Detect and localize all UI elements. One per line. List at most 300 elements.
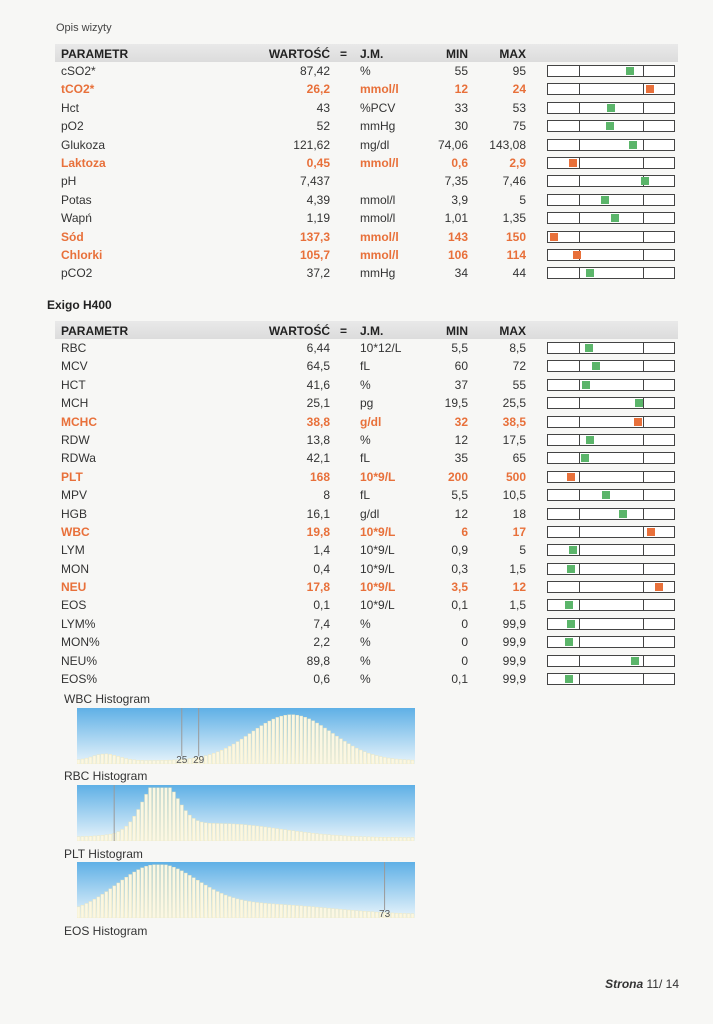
param-min: 0,1	[451, 598, 468, 613]
table-row	[55, 670, 678, 688]
range-indicator	[547, 342, 675, 354]
range-indicator	[547, 267, 675, 279]
histogram-bar	[296, 715, 299, 764]
histogram-bar	[252, 826, 255, 841]
histogram-bar	[260, 726, 263, 764]
range-indicator	[547, 581, 675, 593]
histogram-marker-label: 29	[193, 755, 205, 764]
histogram-bar	[320, 725, 323, 764]
histogram-bar	[324, 728, 327, 764]
histogram-bar	[168, 866, 171, 918]
param-name: HCT	[61, 377, 86, 392]
table-row	[55, 172, 678, 190]
histogram-bar	[208, 887, 211, 918]
histogram-bar	[101, 754, 104, 764]
histogram-bar	[240, 824, 243, 841]
histogram-marker-label: 73	[379, 909, 391, 918]
header-min: MIN	[446, 47, 468, 61]
histogram-bar	[228, 824, 231, 841]
histogram-bar	[355, 911, 358, 918]
histogram-bar	[339, 739, 342, 764]
histogram-bar	[375, 756, 378, 764]
table-row	[55, 136, 678, 154]
in-range-marker	[606, 122, 614, 130]
histogram-bar	[248, 901, 251, 918]
histogram-plot	[77, 785, 415, 841]
histogram-bar	[77, 907, 80, 918]
range-indicator	[547, 655, 675, 667]
histogram-bar	[192, 878, 195, 918]
table-row	[55, 357, 678, 375]
range-indicator	[547, 397, 675, 409]
histogram-bar	[212, 823, 215, 841]
table-row	[55, 394, 678, 412]
histogram-bar	[133, 872, 136, 918]
histogram-bar	[312, 833, 315, 841]
param-unit: fL	[360, 359, 371, 374]
out-of-range-marker	[647, 528, 655, 536]
histogram-marker-label: 25	[176, 755, 188, 764]
histogram-bar	[248, 734, 251, 764]
histogram-bar	[113, 886, 116, 918]
histogram-bar	[276, 829, 279, 841]
param-name: MON%	[61, 635, 100, 650]
table-row	[55, 596, 678, 614]
histogram-bar	[240, 739, 243, 764]
histogram-bar	[145, 794, 148, 841]
param-value: 105,7	[299, 247, 330, 262]
histogram-bar	[331, 835, 334, 841]
histogram-bar	[101, 835, 104, 841]
histogram-bar	[236, 742, 239, 764]
histogram-bar	[81, 759, 84, 764]
histogram-bar	[312, 907, 315, 918]
histogram-bar	[320, 908, 323, 918]
param-name: pCO2	[61, 266, 93, 281]
histogram-bar	[407, 914, 410, 918]
hematology-rows	[55, 339, 678, 688]
histogram-bar	[304, 832, 307, 841]
histogram-bar	[308, 833, 311, 841]
param-name: RDW	[61, 432, 90, 447]
param-min: 6	[461, 524, 468, 539]
histogram-bar	[89, 757, 92, 764]
histogram-bar	[145, 866, 148, 918]
histogram-bar	[236, 824, 239, 841]
histogram-bar	[347, 836, 350, 841]
param-min: 7,35	[444, 174, 468, 189]
param-max: 24	[512, 82, 526, 97]
param-min: 12	[454, 432, 468, 447]
histogram-bar	[256, 728, 259, 764]
param-min: 12	[454, 82, 468, 97]
histogram-bar	[324, 834, 327, 841]
histogram-bar	[224, 824, 227, 841]
param-max: 65	[512, 451, 526, 466]
eos-histogram-label: EOS Histogram	[64, 924, 148, 938]
param-name: HGB	[61, 506, 88, 521]
param-max: 114	[506, 247, 526, 262]
histogram-bar	[172, 792, 175, 841]
histogram-bar	[411, 838, 414, 841]
histogram-bar	[343, 741, 346, 764]
histogram-bar	[208, 823, 211, 841]
param-min: 0,6	[451, 155, 468, 170]
param-unit: 10*9/L	[360, 580, 396, 595]
histogram-bar	[93, 836, 96, 841]
histogram-bar	[216, 752, 219, 764]
param-max: 150	[505, 229, 526, 244]
table-row	[55, 486, 678, 504]
param-min: 3,9	[451, 192, 468, 207]
in-range-marker	[611, 214, 619, 222]
histogram-bar	[105, 835, 108, 841]
param-name: MPV	[61, 488, 88, 503]
range-indicator	[547, 416, 675, 428]
histogram-bar	[204, 756, 207, 764]
histogram-bar	[121, 829, 124, 841]
histogram-bar	[81, 837, 84, 841]
histogram-bar	[85, 903, 88, 918]
table-row	[55, 633, 678, 651]
param-max: 99,9	[502, 672, 526, 687]
histogram-bar	[109, 889, 112, 918]
histogram-bar	[300, 832, 303, 841]
param-unit: mmol/l	[360, 247, 399, 262]
header-param: PARAMETR	[61, 324, 129, 338]
histogram-bar	[292, 715, 295, 764]
histogram-bar	[117, 883, 120, 918]
range-indicator	[547, 65, 675, 77]
histogram-bar	[268, 721, 271, 764]
table-row	[55, 449, 678, 467]
table-row	[55, 376, 678, 394]
table-row	[55, 117, 678, 135]
histogram-bar	[328, 908, 331, 918]
param-name: pO2	[61, 119, 84, 134]
param-unit: mmol/l	[360, 82, 399, 97]
histogram-bar	[280, 716, 283, 764]
param-max: 38,5	[502, 414, 526, 429]
header-eq: =	[340, 324, 348, 338]
histogram-bar	[252, 731, 255, 764]
histogram-bar	[407, 760, 410, 764]
table-row	[55, 191, 678, 209]
histogram-bar	[335, 835, 338, 841]
param-max: 55	[512, 377, 526, 392]
in-range-marker	[602, 491, 610, 499]
footer-prefix: Strona	[605, 977, 644, 991]
param-max: 75	[512, 119, 526, 134]
histogram-bar	[129, 822, 132, 841]
param-value: 7,437	[299, 174, 330, 189]
histogram-bar	[288, 715, 291, 764]
histogram-bar	[192, 818, 195, 841]
histogram-bar	[351, 746, 354, 764]
histogram-bar	[224, 895, 227, 918]
param-unit: pg	[360, 396, 374, 411]
histogram-bar	[172, 867, 175, 918]
histogram-bar	[133, 760, 136, 764]
histogram-bar	[164, 760, 167, 764]
param-value: 137,3	[299, 229, 330, 244]
histogram-bar	[188, 815, 191, 841]
param-max: 2,9	[509, 155, 526, 170]
histogram-bar	[145, 760, 148, 764]
histogram-bar	[363, 752, 366, 764]
param-max: 10,5	[502, 488, 526, 503]
histogram-bar	[252, 902, 255, 918]
histogram-bar	[355, 748, 358, 764]
histogram-bar	[403, 913, 406, 918]
param-unit: mmol/l	[360, 192, 396, 207]
table-row	[55, 523, 678, 541]
table-row	[55, 209, 678, 227]
histogram-bar	[339, 836, 342, 841]
histogram-bar	[363, 837, 366, 841]
param-name: WBC	[61, 524, 90, 539]
param-name: Sód	[61, 229, 84, 244]
param-min: 3,5	[451, 580, 468, 595]
param-max: 17	[512, 524, 526, 539]
histogram-bar	[304, 906, 307, 918]
param-name: Glukoza	[61, 137, 106, 152]
histogram-bar	[216, 892, 219, 918]
in-range-marker	[585, 344, 593, 352]
range-indicator	[547, 434, 675, 446]
histogram-bar	[399, 837, 402, 841]
param-value: 52	[316, 119, 330, 134]
histogram-bar	[280, 829, 283, 841]
param-name: MCHC	[61, 414, 97, 429]
histogram-bar	[149, 865, 152, 918]
range-indicator	[547, 212, 675, 224]
histogram-bar	[153, 788, 156, 841]
histogram-bar	[264, 827, 267, 841]
param-name: LYM	[61, 543, 85, 558]
in-range-marker	[641, 177, 649, 185]
param-unit: 10*9/L	[360, 543, 395, 558]
histogram-bar	[379, 837, 382, 841]
histogram-bar	[141, 802, 144, 841]
histogram-bar	[395, 837, 398, 841]
section-title-exigo: Exigo H400	[47, 298, 112, 312]
table-row	[55, 413, 678, 431]
table-row	[55, 560, 678, 578]
out-of-range-marker	[573, 251, 581, 259]
histogram-bar	[220, 893, 223, 918]
histogram-bar	[375, 912, 378, 918]
param-value: 87,42	[299, 64, 330, 78]
histogram-bar	[220, 750, 223, 764]
param-value: 25,1	[306, 396, 330, 411]
header-min: MIN	[446, 324, 468, 338]
histogram-bar	[141, 868, 144, 918]
table-row	[55, 62, 678, 80]
param-min: 0	[461, 635, 468, 650]
histogram-bar	[224, 748, 227, 764]
table-row	[55, 615, 678, 633]
param-value: 7,4	[313, 616, 330, 631]
rbc-histogram	[77, 785, 415, 841]
header-param: PARAMETR	[61, 47, 129, 61]
histogram-bar	[411, 760, 414, 764]
histogram-bar	[328, 835, 331, 841]
param-max: 5	[519, 543, 526, 558]
param-name: PLT	[61, 469, 83, 484]
histogram-bar	[399, 759, 402, 764]
param-unit: mmHg	[360, 266, 396, 281]
histogram-bar	[276, 717, 279, 764]
param-name: NEU	[61, 580, 87, 595]
param-value: 1,19	[306, 211, 330, 226]
histogram-bar	[371, 754, 374, 764]
histogram-bar	[180, 805, 183, 841]
param-value: 1,4	[313, 543, 330, 558]
header-value: WARTOŚĆ	[268, 47, 330, 61]
histogram-bar	[292, 831, 295, 841]
param-name: EOS%	[61, 672, 98, 687]
histogram-bar	[180, 871, 183, 918]
histogram-bar	[188, 875, 191, 918]
range-indicator	[547, 599, 675, 611]
histogram-bar	[220, 824, 223, 841]
param-max: 1,5	[509, 561, 526, 576]
histogram-bar	[248, 825, 251, 841]
range-indicator	[547, 563, 675, 575]
param-name: Potas	[61, 192, 92, 207]
histogram-bar	[97, 755, 100, 764]
range-indicator	[547, 508, 675, 520]
page-caption: Opis wizyty	[56, 22, 112, 34]
param-unit: %	[360, 377, 371, 392]
range-indicator	[547, 157, 675, 169]
histogram-bar	[161, 865, 164, 918]
header-eq: =	[340, 47, 348, 61]
out-of-range-marker	[569, 159, 577, 167]
histogram-bar	[292, 905, 295, 918]
param-value: 0,1	[313, 598, 330, 613]
rbc-histogram-label: RBC Histogram	[64, 769, 148, 783]
in-range-marker	[565, 638, 573, 646]
param-min: 0	[461, 653, 468, 668]
histogram-bar	[296, 906, 299, 918]
histogram-bar	[157, 865, 160, 918]
histogram-bar	[212, 890, 215, 918]
param-value: 26,2	[306, 82, 330, 97]
plt-histogram	[77, 862, 415, 918]
histogram-bar	[164, 788, 167, 841]
histogram-bar	[85, 758, 88, 764]
histogram-bar	[312, 721, 315, 764]
histogram-bar	[264, 723, 267, 764]
histogram-bar	[105, 892, 108, 918]
hematology-table	[55, 321, 678, 688]
param-name: RDWa	[61, 451, 96, 466]
table-row	[55, 541, 678, 559]
param-max: 99,9	[502, 616, 526, 631]
param-max: 5	[519, 192, 526, 207]
histogram-bar	[149, 761, 152, 765]
param-max: 18	[512, 506, 526, 521]
param-name: NEU%	[61, 653, 98, 668]
histogram-bar	[395, 913, 398, 918]
param-max: 25,5	[502, 396, 526, 411]
histogram-bar	[141, 760, 144, 764]
param-value: 41,6	[306, 377, 330, 392]
param-min: 37	[454, 377, 468, 392]
histogram-bar	[383, 757, 386, 764]
param-name: cSO2*	[61, 64, 96, 78]
param-min: 19,5	[444, 396, 468, 411]
in-range-marker	[565, 601, 573, 609]
histogram-bar	[232, 824, 235, 841]
histogram-bar	[316, 907, 319, 918]
histogram-bar	[371, 837, 374, 841]
in-range-marker	[626, 67, 634, 75]
histogram-bar	[387, 837, 390, 841]
histogram-bar	[77, 837, 80, 841]
histogram-bar	[304, 717, 307, 764]
histogram-bar	[85, 836, 88, 841]
param-name: Hct	[61, 100, 79, 115]
in-range-marker	[635, 399, 643, 407]
histogram-bar	[411, 914, 414, 918]
range-indicator	[547, 120, 675, 132]
param-max: 99,9	[502, 653, 526, 668]
param-unit: mmol/l	[360, 229, 399, 244]
histogram-bar	[284, 715, 287, 764]
range-indicator	[547, 139, 675, 151]
param-value: 43	[316, 100, 330, 115]
histogram-bar	[355, 837, 358, 841]
in-range-marker	[619, 510, 627, 518]
blood-gas-table	[55, 44, 678, 283]
param-unit: %PCV	[360, 100, 396, 115]
histogram-bar	[176, 869, 179, 918]
param-max: 1,35	[502, 211, 526, 226]
histogram-bar	[403, 838, 406, 842]
histogram-bar	[129, 875, 132, 919]
histogram-bar	[149, 788, 152, 841]
histogram-bar	[300, 716, 303, 764]
param-value: 19,8	[306, 524, 330, 539]
histogram-bar	[125, 759, 128, 764]
histogram-bar	[403, 760, 406, 764]
histogram-bar	[284, 830, 287, 841]
range-indicator	[547, 618, 675, 630]
param-min: 0,1	[451, 672, 468, 687]
histogram-bar	[137, 760, 140, 764]
histogram-bar	[125, 826, 128, 841]
param-value: 89,8	[306, 653, 330, 668]
param-max: 8,5	[509, 341, 526, 355]
histogram-bar	[359, 837, 362, 841]
param-name: MCV	[61, 359, 88, 374]
histogram-bar	[335, 909, 338, 918]
out-of-range-marker	[634, 418, 642, 426]
histogram-bar	[383, 837, 386, 841]
histogram-bar	[324, 908, 327, 918]
histogram-bar	[320, 834, 323, 841]
histogram-bar	[367, 837, 370, 841]
in-range-marker	[569, 546, 577, 554]
histogram-bar	[343, 910, 346, 918]
histogram-bar	[89, 902, 92, 918]
param-max: 53	[512, 100, 526, 115]
histogram-bar	[200, 883, 203, 918]
param-min: 143	[447, 229, 468, 244]
